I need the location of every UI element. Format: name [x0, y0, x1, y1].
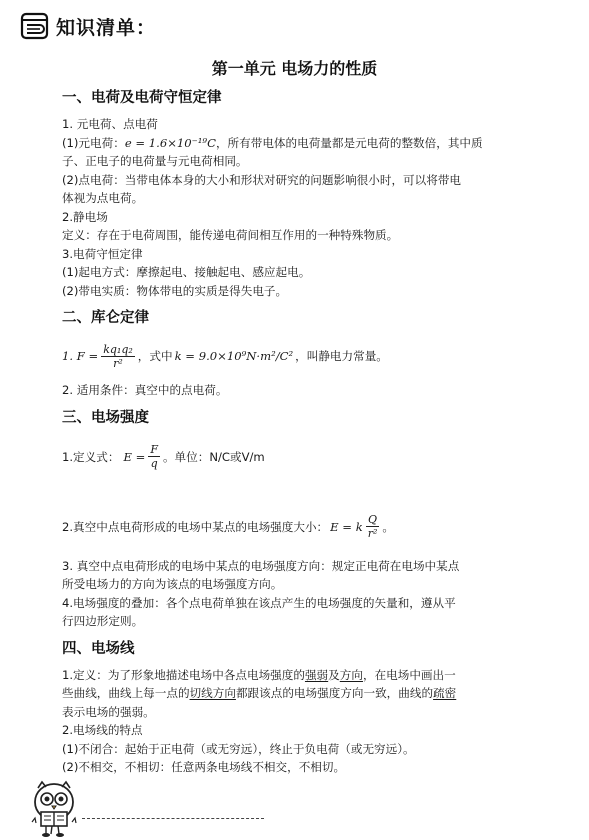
document-body — [62, 84, 532, 777]
text-line: (1)起电方式：摩擦起电、接触起电、感应起电。 — [62, 265, 311, 279]
text-line: 3.电荷守恒定律 — [62, 246, 143, 261]
text-line: 1. 元电荷、点电荷 — [62, 117, 158, 131]
text-line: 些曲线，曲线上每一点的切线方向都跟该点的电场强度方向一致，曲线的疏密 — [62, 686, 457, 700]
owl-reading-icon — [26, 778, 82, 838]
underlined-term: 方向 — [339, 667, 363, 682]
underlined-term: 疏密 — [433, 686, 457, 700]
text-line: 子、正电子的电荷量与元电荷相同。 — [62, 154, 248, 168]
coulomb-formula: 1. F = $\frac{\text{kq₁q₂}}{\text{r²}}$ ，式中 k = 9.0×10⁹N·m²/C² ，叫静电力常量。 — [62, 342, 388, 370]
underlined-term: 切线方向 — [189, 686, 236, 700]
point-charge-field-formula: 2.真空中点电荷形成的电场中某点的电场强度大小： E = k $\frac{Q}{\text{r²}}$ 。 — [62, 513, 394, 540]
text-line: 定义：存在于电荷周围，能传递电荷间相互作用的一种特殊物质。 — [62, 228, 399, 242]
underlined-term: 强弱 — [304, 667, 329, 682]
text-line: 2. 适用条件：真空中的点电荷。 — [62, 383, 228, 397]
text-line: 1.定义：为了形象地描述电场中各点电场强度的强弱及方向，在电场中画出一 — [62, 667, 456, 682]
text-line: (1)不闭合：起始于正电荷（或无穷远），终止于负电荷（或无穷远）。 — [62, 741, 415, 756]
section-title-coulomb: 二、库仑定律 — [62, 310, 149, 326]
fraction: $\frac{\text{kq₁q₂}}{\text{r²}}$ — [103, 342, 133, 370]
fraction: $\frac{Q}{\text{r²}}$ — [367, 513, 378, 540]
text-line: 行四边形定则。 — [62, 614, 144, 628]
text-line: (2)带电实质：物体带电的实质是得失电子。 — [62, 283, 288, 298]
text-line: (1)元电荷：e = 1.6×10⁻¹⁹C，所有带电体的电荷量都是元电荷的整数倍，其中质 — [62, 135, 483, 150]
text-line: 所受电场力的方向为该点的电场强度方向。 — [62, 577, 283, 591]
section-title-field-lines: 四、电场线 — [62, 640, 135, 657]
text-line: 2.静电场 — [62, 209, 108, 224]
elementary-charge-formula: e = 1.6×10⁻¹⁹C — [124, 135, 216, 150]
unit-title: 第一单元 电场力的性质 — [211, 59, 378, 78]
text-line: (2)点电荷：当带电体本身的大小和形状对研究的问题影响很小时，可以将带电 — [62, 172, 462, 187]
header-title: 知识清单： — [56, 16, 157, 39]
text-line: 4.电场强度的叠加：各个点电荷单独在该点产生的电场强度的矢量和，遵从平 — [62, 595, 456, 610]
field-definition-formula: 1.定义式： E = $\frac{F}{q}$ 。单位：N/C或V/m — [62, 443, 265, 470]
notebook-icon — [20, 11, 50, 41]
text-line: 3. 真空中点电荷形成的电场中某点的电场强度方向：规定正电荷在电场中某点 — [62, 558, 460, 573]
text-line: (2)不相交，不相切：任意两条电场线不相交，不相切。 — [62, 760, 346, 774]
section-header — [20, 8, 156, 44]
page-footer — [26, 778, 326, 838]
section-title-field-strength: 三、电场强度 — [62, 409, 149, 426]
footer-divider — [82, 818, 264, 819]
text-line: 表示电场的强弱。 — [62, 704, 155, 719]
text-line: 2.电场线的特点 — [62, 723, 143, 737]
section-title-charge: 一、电荷及电荷守恒定律 — [62, 90, 222, 106]
coulomb-constant: k = 9.0×10⁹N·m²/C² — [174, 349, 294, 363]
fraction: $\frac{F}{q}$ — [150, 443, 158, 470]
text-line: 体视为点电荷。 — [62, 191, 144, 205]
